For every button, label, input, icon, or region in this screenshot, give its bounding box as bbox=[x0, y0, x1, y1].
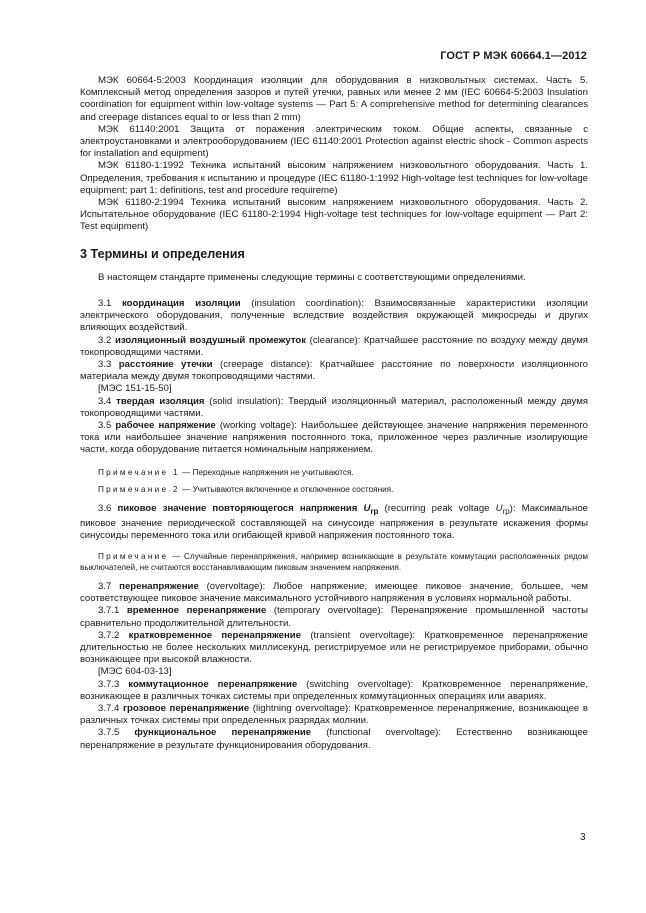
page-number: 3 bbox=[580, 832, 586, 843]
clause-number: 3.7 bbox=[98, 581, 120, 593]
symbol: U bbox=[495, 503, 503, 515]
term: грозовое перенапряжение bbox=[122, 703, 250, 715]
definition-3-7-4 bbox=[80, 703, 588, 727]
note-text: — Учитываются включенное и отключенное состояния. bbox=[179, 484, 394, 494]
symbol-subscript: rp bbox=[502, 507, 510, 516]
clause-number: 3.7.3 bbox=[98, 678, 129, 690]
term: кратковременное перенапряжение bbox=[128, 629, 302, 641]
clause-number: 3.6 bbox=[98, 503, 118, 515]
reference-iec-61140: МЭК 61140:2001 Защита от поражения электрическим током. Общие аспекты, связанные с электроустановками и электрооборудованием (IEC 61140:2001 Protection against electric shock - Common aspects for installation and equipment) bbox=[80, 123, 588, 160]
source-reference: [МЭС 151-15-50] bbox=[98, 383, 172, 395]
definition-text: (clearance): Кратчайшее расстояние по воздуху между двумя токопроводящими частями. bbox=[80, 334, 588, 358]
note-text: — Переходные напряжения не учитываются. bbox=[179, 467, 354, 477]
clause-number: 3.7.1 bbox=[98, 605, 127, 617]
clause-number: 3.1 bbox=[98, 298, 122, 310]
symbol: U bbox=[363, 503, 371, 515]
note-1 bbox=[80, 467, 588, 478]
note-label: Примечание 2 bbox=[98, 484, 180, 494]
note-text: — Случайные перенапряжения, например возникающие в результате коммутации расположенных рядом выключателей, не считаются восстанавливающим пиковым значением напряжения. bbox=[80, 551, 588, 572]
term: изоляционный воздушный промежуток bbox=[114, 334, 307, 346]
definition-text: (functional overvoltage): Естественно возникающее перенапряжение в результате функционирования оборудования. bbox=[80, 727, 588, 751]
definition-text: (lightning overvoltage): Кратковременное перенапряжение, возникающее в различных точках системы при определенных разрядах молнии. bbox=[80, 703, 588, 727]
definition-3-1 bbox=[80, 298, 588, 335]
clause-number: 3.7.2 bbox=[98, 629, 129, 641]
reference-iec-60664-5: МЭК 60664-5:2003 Координация изоляции для оборудования в низковольтных системах. Часть 5. Комплексный метод определения зазоров и путей утечки, равных или менее 2 мм (IEC 60664-5:2003 Insulation coordination for equipment within low-voltage systems — Part 5: A comprehensive method for determining clearances and creepage distances equal to or less than 2 mm) bbox=[80, 75, 588, 123]
document-header: ГОСТ Р МЭК 60664.1—2012 bbox=[440, 50, 587, 62]
term: твердая изоляция bbox=[116, 395, 205, 407]
definition-3-2 bbox=[80, 335, 588, 359]
clause-number: 3.7.5 bbox=[98, 727, 135, 739]
definition-text: (working voltage): Наибольшее действующее значение напряжения переменного тока или наибольшее значение напряжения постоянного тока, приложенное через различные изолирующие части, когда оборудование питается номинальным напряжением. bbox=[80, 420, 588, 456]
clause-number: 3.7.4 bbox=[98, 703, 123, 715]
definition-text: (transient overvoltage): Кратковременное перенапряжение длительностью не более нескольких миллисекунд, регистрируемое или не регистрируемое приборами, обычно возникающее при высокой влажности. bbox=[80, 629, 588, 666]
clause-number: 3.2 bbox=[98, 334, 115, 346]
term: временное перенапряжение bbox=[126, 605, 267, 617]
term: рабочее напряжение bbox=[115, 420, 216, 432]
clause-number: 3.5 bbox=[98, 420, 116, 432]
term: функциональное перенапряжение bbox=[134, 727, 312, 739]
term: пиковое значение повторяющегося напряжения $U_{rp}$ bbox=[117, 503, 379, 516]
term: расстояние утечки bbox=[118, 359, 213, 371]
definition-3-6 bbox=[80, 503, 588, 543]
note-label: Примечание 1 bbox=[98, 467, 180, 477]
definition-text: (switching overvoltage): Кратковременное перенапряжение, возникающее в различных точках системы при определенных коммутационных операциях или авариях. bbox=[80, 678, 588, 702]
definition-text: (solid insulation): Твердый изоляционный материал, расположенный между двумя токопроводящими частями. bbox=[80, 395, 588, 419]
definition-text: (insulation coordination): Взаимосвязанные характеристики изоляции электрического оборудования, полученные вследствие воздействия окружающей микросреды и других влияющих воздействий. bbox=[80, 298, 588, 334]
definition-text: ): Максимальное пиковое значение периодической составляющей на синусоиде напряжения в результате искажения формы синусоиды переменного тока или огибающей кривой напряжения постоянного тока. bbox=[80, 503, 588, 542]
definition-3-3 bbox=[80, 359, 588, 383]
symbol-subscript: rp bbox=[370, 507, 379, 516]
term: коммутационное перенапряжение bbox=[128, 678, 298, 690]
page-content bbox=[80, 75, 588, 752]
definition-3-7 bbox=[80, 581, 588, 605]
clause-number: 3.4 bbox=[98, 395, 117, 407]
definition-3-4 bbox=[80, 396, 588, 420]
note-3-6 bbox=[80, 551, 588, 573]
section-intro: В настоящем стандарте применены следующие термины с соответствующими определениями. bbox=[98, 271, 526, 283]
source-reference: [МЭС 604-03-13] bbox=[98, 666, 172, 678]
definition-text: (overvoltage): Любое напряжение, имеющее пиковое значение, большее, чем соответствующее пиковое значение максимального устойчивого напряжения в условиях нормальной работы. bbox=[80, 581, 588, 605]
definition-text: (creepage distance): Кратчайшее расстояние по поверхности изоляционного материала между двумя токопроводящими частями. bbox=[80, 359, 588, 383]
note-label: Примечание bbox=[98, 551, 169, 561]
definition-text: (recurring peak voltage bbox=[378, 503, 496, 515]
reference-iec-61180-2: МЭК 61180-2:1994 Техника испытаний высоким напряжением низковольтного оборудования. Часть 2. Испытательное оборудование (IEC 61180-2:1994 High-voltage test techniques for low-voltage equipment — Part 2: Test equipment) bbox=[80, 197, 588, 233]
reference-iec-61180-1: МЭК 61180-1:1992 Техника испытаний высоким напряжением низковольтного оборудования. Часть 1. Определения, требования к испытанию и процедуре (IEC 61180-1:1992 High-voltage test techniques for low-voltage equipment; part 1: definitions, test and procedure requireme) bbox=[80, 160, 588, 196]
definition-3-7-2 bbox=[80, 630, 588, 667]
definition-3-7-5 bbox=[80, 727, 588, 751]
definition-3-7-3 bbox=[80, 679, 588, 703]
section-heading: 3 Термины и определения bbox=[80, 246, 245, 261]
definition-text: (temporary overvoltage): Перенапряжение промышленной частоты сравнительно продолжительной длительности. bbox=[80, 605, 588, 629]
definition-3-5 bbox=[80, 420, 588, 457]
definition-3-7-1 bbox=[80, 605, 588, 629]
clause-number: 3.3 bbox=[98, 359, 119, 371]
term: координация изоляции bbox=[122, 298, 241, 310]
term: перенапряжение bbox=[119, 581, 199, 593]
note-2 bbox=[80, 484, 588, 495]
